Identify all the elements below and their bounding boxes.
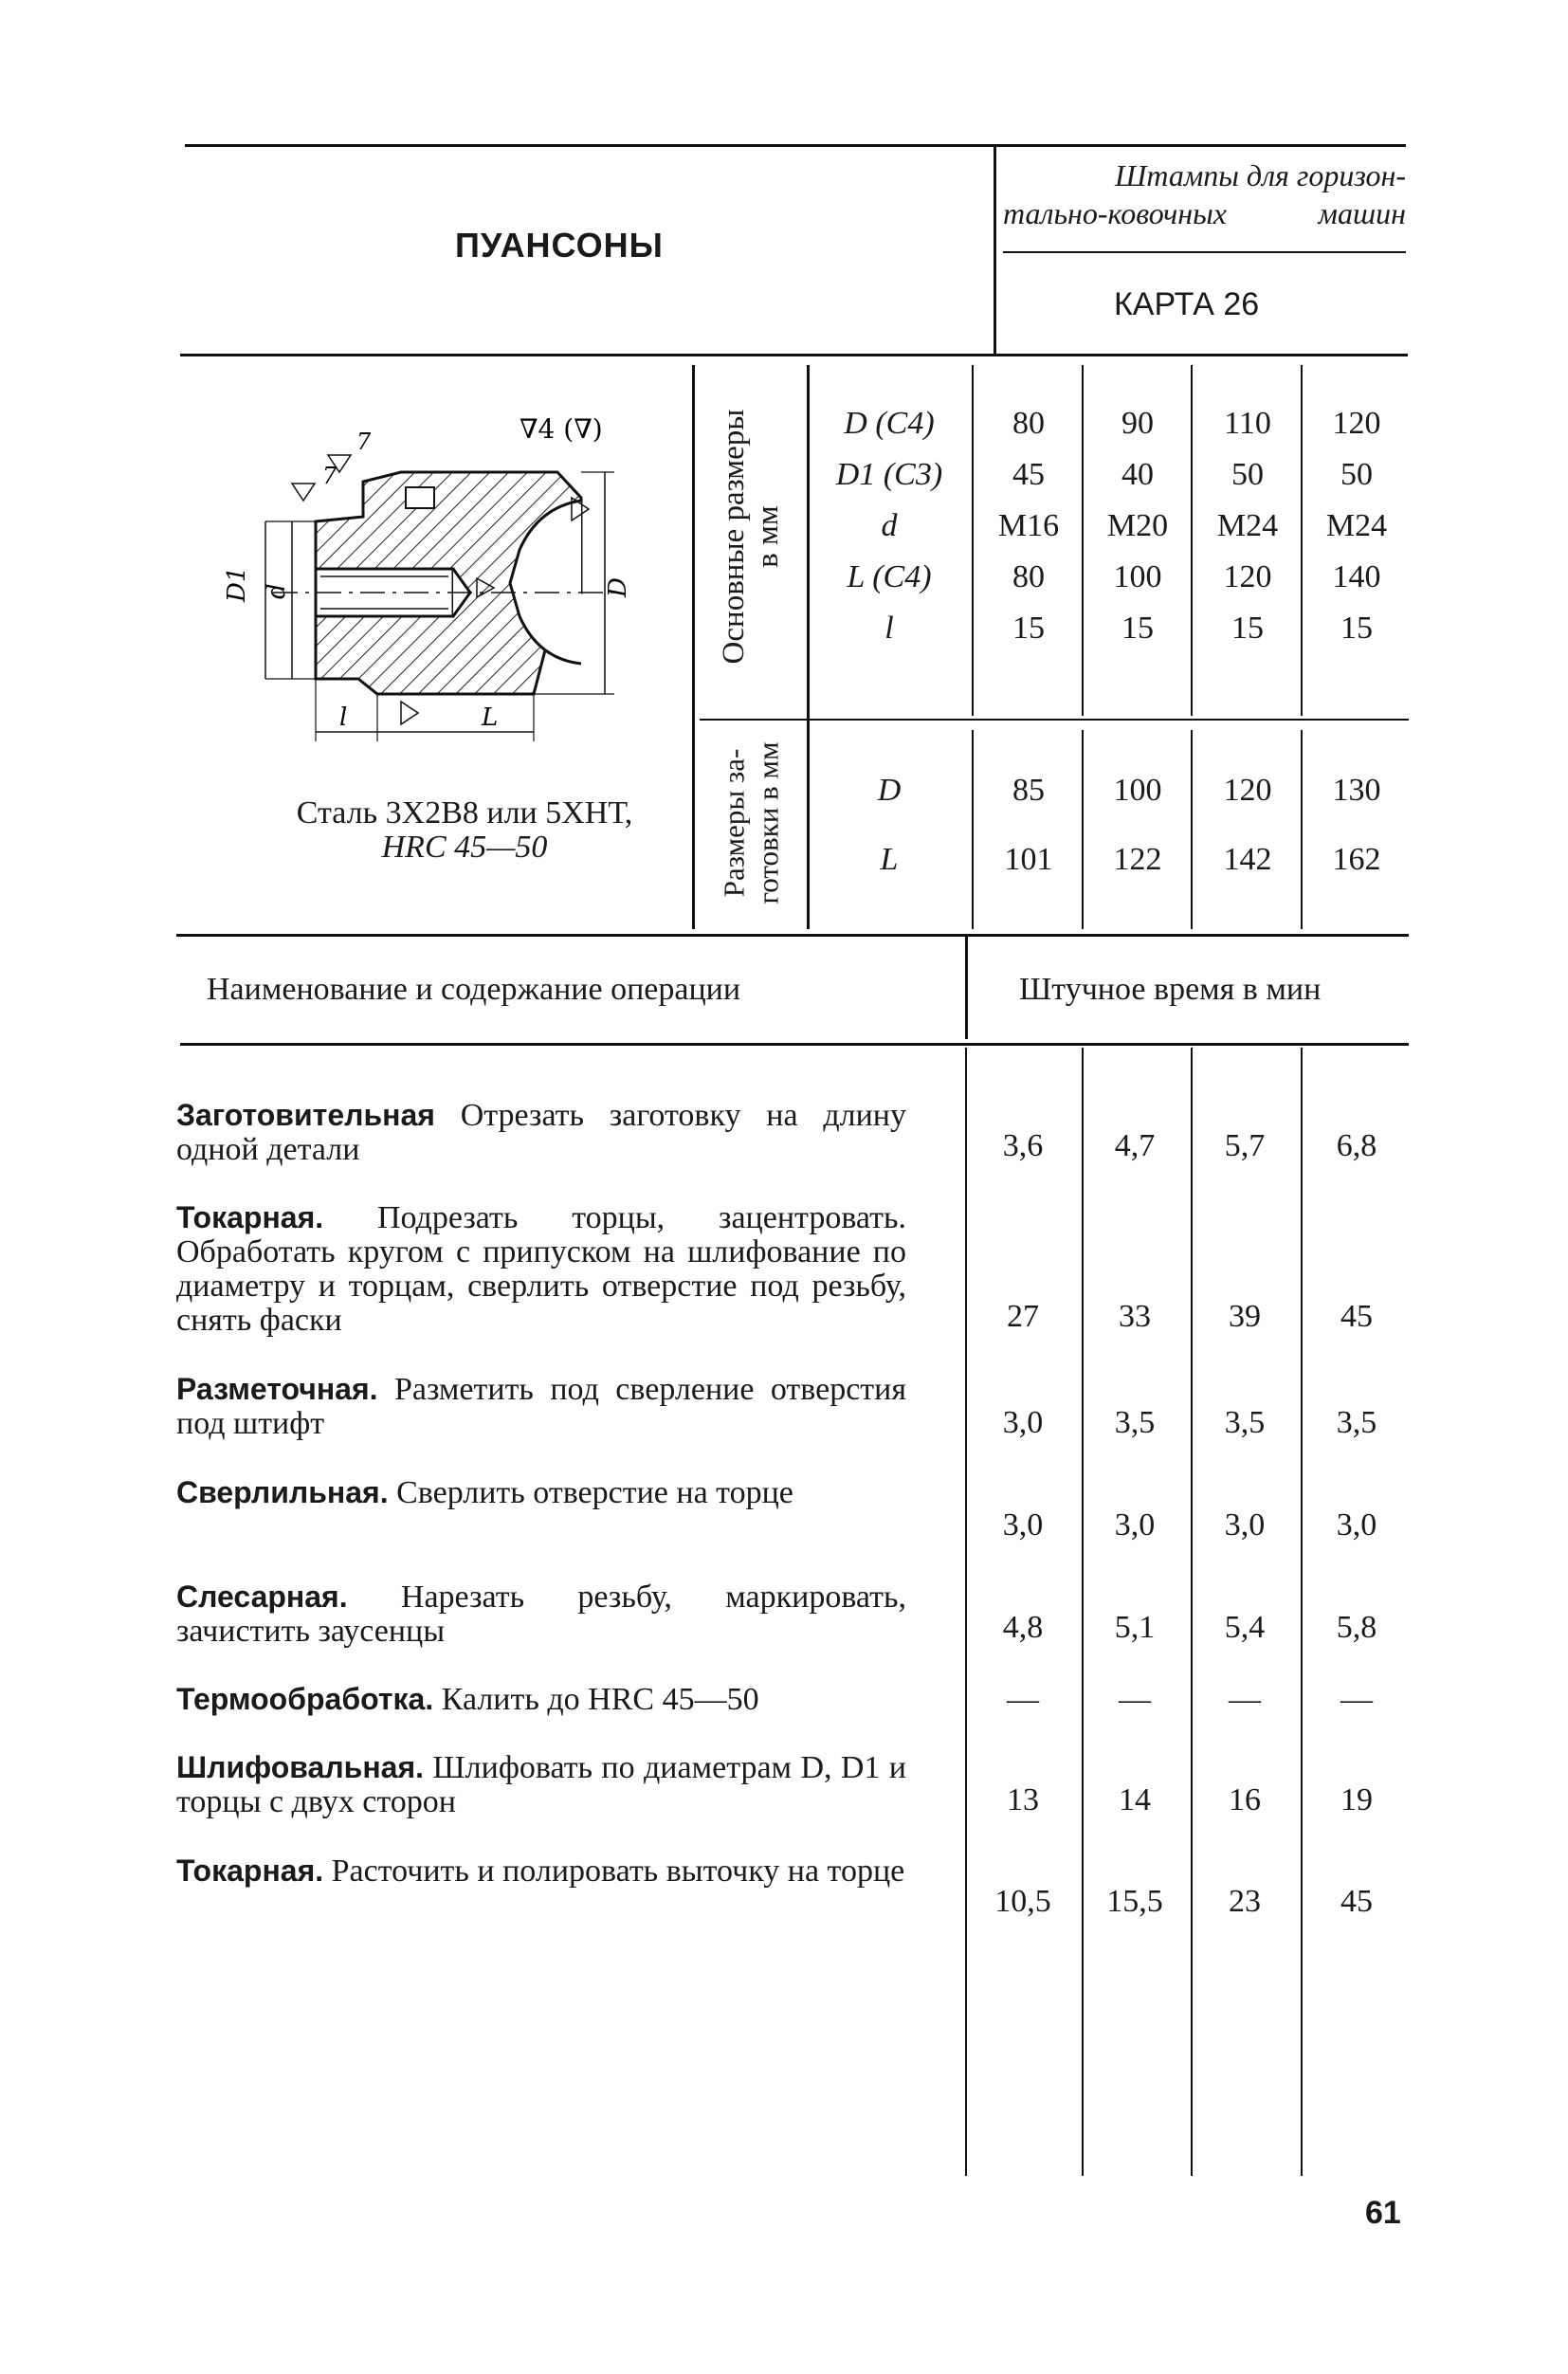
time-cell: — (1007, 1682, 1039, 1717)
dim-d-label: d (263, 583, 291, 599)
time-cell: 5,1 (1114, 1610, 1156, 1645)
ops-header-divider (965, 937, 968, 1039)
col-sep-4b (1301, 730, 1303, 929)
dim-cell: M16 (997, 508, 1060, 543)
time-cell: 39 (1229, 1299, 1261, 1334)
ops-col-rule-1 (965, 1048, 967, 2176)
blank-dims-rule (700, 719, 1409, 721)
dims-param-border (807, 365, 810, 929)
roughness-7-label: 7 (322, 463, 337, 489)
ops-top-rule (176, 934, 1409, 937)
blank-cell: 142 (1223, 842, 1272, 877)
card-number: КАРТА 26 (1114, 286, 1260, 322)
param-L: L (C4) (847, 559, 932, 594)
time-cell: 4,7 (1114, 1128, 1156, 1163)
time-cell: 13 (1007, 1782, 1039, 1817)
time-cell: 6,8 (1336, 1128, 1377, 1163)
col-sep-3b (1191, 730, 1193, 929)
dim-cell: 90 (1121, 406, 1154, 441)
dim-cell: 110 (1224, 406, 1271, 441)
dim-l-label: l (339, 703, 348, 732)
dim-cell: 80 (1012, 406, 1045, 441)
page-number: 61 (1365, 2195, 1401, 2231)
blank-cell: 162 (1332, 842, 1381, 877)
operation-row: Токарная. Расточить и полировать выточку на торце (176, 1854, 905, 1889)
roughness-main-label: ∇4 (∇) (520, 413, 603, 445)
time-cell: 5,7 (1224, 1128, 1266, 1163)
time-cell: 3,0 (1336, 1507, 1377, 1543)
param-D: D (C4) (844, 406, 935, 441)
section-rule (180, 354, 1408, 356)
page-title: ПУАНСОНЫ (455, 226, 664, 265)
blank-cell: 122 (1113, 842, 1162, 877)
dims-left-border (692, 365, 695, 929)
dim-cell: 15 (1121, 611, 1154, 646)
blank-cell: 120 (1223, 773, 1272, 808)
dim-cell: 45 (1012, 457, 1045, 492)
time-cell: 33 (1119, 1299, 1151, 1334)
blank-param-L: L (880, 842, 899, 877)
time-cell: 27 (1007, 1299, 1039, 1334)
operation-row: Заготовительная Отрезать заготовку на длину одной детали (176, 1098, 906, 1167)
time-cell: 15,5 (1106, 1884, 1163, 1919)
time-cell: 3,0 (1224, 1507, 1266, 1543)
dim-cell: 15 (1231, 611, 1264, 646)
dim-cell: 15 (1012, 611, 1045, 646)
dim-cell: 120 (1332, 406, 1381, 441)
card-rule (1003, 251, 1406, 253)
col-sep-3a (1191, 365, 1193, 716)
operation-row: Разметочная. Разметить под сверление отверстия под штифт (176, 1372, 906, 1441)
material-spec: Сталь 3Х2В8 или 5ХНТ, HRC 45—50 (296, 795, 633, 865)
dim-cell: 140 (1332, 559, 1381, 594)
ops-header-rule (180, 1043, 1409, 1046)
time-cell: 4,8 (1002, 1610, 1044, 1645)
dim-cell: 40 (1121, 457, 1154, 492)
dim-L-label: L (482, 703, 499, 732)
dim-cell: M24 (1216, 508, 1279, 543)
time-cell: 3,5 (1114, 1405, 1156, 1440)
punch-drawing (216, 389, 700, 758)
main-dims-label: Основные размеры в мм (717, 409, 785, 665)
header-divider (994, 144, 996, 355)
dim-D1-label: D1 (223, 566, 251, 602)
blank-cell: 130 (1332, 773, 1381, 808)
ops-col-rule-4 (1301, 1048, 1303, 2176)
dim-cell: 15 (1340, 611, 1373, 646)
dim-cell: M20 (1106, 508, 1169, 543)
blank-dims-label: Размеры за- готовки в мм (717, 741, 785, 904)
dim-cell: 50 (1340, 457, 1373, 492)
operation-header: Наименование и содержание операции (207, 972, 741, 1007)
operation-row: Шлифовальная. Шлифовать по диаметрам D, D1 и торцы с двух сторон (176, 1750, 906, 1819)
time-header: Штучное время в мин (1019, 972, 1322, 1007)
operation-row: Термообработка. Калить до HRC 45—50 (176, 1682, 759, 1717)
time-cell: 14 (1119, 1782, 1151, 1817)
category-label: Штампы для горизон- тально-ковочных машин (1003, 158, 1406, 230)
time-cell: 5,8 (1336, 1610, 1377, 1645)
time-cell: 3,5 (1336, 1405, 1377, 1440)
roughness-7-label: 7 (356, 429, 372, 455)
dim-cell: 80 (1012, 559, 1045, 594)
operation-row: Слесарная. Нарезать резьбу, маркировать, зачистить заусенцы (176, 1580, 906, 1649)
dim-cell: 100 (1113, 559, 1162, 594)
top-rule (185, 144, 1406, 147)
time-cell: 3,0 (1002, 1507, 1044, 1543)
blank-cell: 101 (1004, 842, 1053, 877)
col-sep-4a (1301, 365, 1303, 716)
col-sep-2b (1082, 730, 1084, 929)
time-cell: 3,0 (1002, 1405, 1044, 1440)
col-sep-1a (972, 365, 974, 716)
time-cell: 5,4 (1224, 1610, 1266, 1645)
dim-D-label: D (604, 577, 632, 597)
time-cell: 3,5 (1224, 1405, 1266, 1440)
pin-hole (406, 487, 434, 508)
time-cell: 23 (1229, 1884, 1261, 1919)
time-cell: 45 (1340, 1299, 1373, 1334)
col-sep-1b (972, 730, 974, 929)
param-D1: D1 (C3) (835, 457, 943, 492)
col-sep-2a (1082, 365, 1084, 716)
time-cell: 19 (1340, 1782, 1373, 1817)
dim-cell: 120 (1223, 559, 1272, 594)
blank-cell: 85 (1012, 773, 1045, 808)
param-l: l (884, 611, 894, 646)
time-cell: — (1119, 1682, 1151, 1717)
dim-cell: 50 (1231, 457, 1264, 492)
time-cell: 16 (1229, 1782, 1261, 1817)
dim-cell: M24 (1325, 508, 1388, 543)
time-cell: 45 (1340, 1884, 1373, 1919)
time-cell: 3,0 (1114, 1507, 1156, 1543)
param-d: d (881, 508, 898, 543)
operation-row: Токарная. Подрезать торцы, зацентровать. Обработать кругом с припуском на шлифование по диаметру и торцам, сверлить отверстие под резьбу, снять фаски (176, 1200, 906, 1338)
time-cell: — (1340, 1682, 1373, 1717)
time-cell: 3,6 (1002, 1128, 1044, 1163)
time-cell: 10,5 (994, 1884, 1051, 1919)
time-cell: — (1229, 1682, 1261, 1717)
blank-param-D: D (877, 773, 902, 808)
blank-cell: 100 (1113, 773, 1162, 808)
operation-row: Сверлильная. Сверлить отверстие на торце (176, 1475, 793, 1510)
